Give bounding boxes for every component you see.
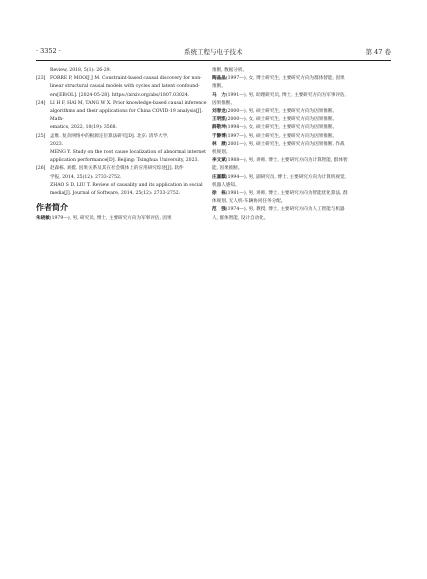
section-title-author-bios: 作者简介 xyxy=(36,203,68,213)
reference-item: Review, 2018, 5(1): 26-29. xyxy=(50,68,112,73)
reference-item: MENG Y. Study on the root cause localization of abnormal internet application performance[D]. Beijing: Tsinghua University, 2023. xyxy=(50,150,206,164)
author-name: 王明凯 xyxy=(212,117,226,123)
left-column xyxy=(36,67,214,223)
author-bio-text: (1979—), 男, 研究员, 博士, 主要研究方向为军事评估, 因果 xyxy=(49,216,172,222)
author-bio: 王明凯(2000—), 女, 硕士研究生, 主要研究方向为因果推断。 xyxy=(212,117,338,123)
author-bio: 马 力(1991—), 男, 助理研究员, 博士, 主要研究方向为军事评估, 因果推断。 xyxy=(212,92,347,106)
page-header xyxy=(36,45,391,57)
author-bio: 庄嘉麒(1994—), 男, 副研究员, 博士, 主要研究方向为计算机视觉, 机器人感知。 xyxy=(212,174,347,188)
author-bio: 李文斌(1988—), 男, 讲师, 博士, 主要研究方向为计算智能, 群体智 能, 因果推断。 xyxy=(212,158,348,172)
reference-item: ZHAO S D, LIU T. Review of causality and its application in social media[J]. Journal of Software, 2014, 25(12): 2733-2752. xyxy=(50,182,203,197)
author-name: 马 力 xyxy=(212,92,226,98)
author-name: 林 葳 xyxy=(212,141,226,147)
author-bio: 徐 栋(1981—), 男, 讲师, 博士, 主要研究方向为智能优化算法, 群 体规划, 无人机-车辆协同任务分配。 xyxy=(212,191,348,205)
author-bio: 陶晶晶(1997—), 女, 博士研究生, 主要研究方向为群体智能, 因果 推断。 xyxy=(212,76,345,90)
reference-list xyxy=(36,67,214,198)
author-bio: 范 强(1974—), 男, 教授, 博士, 主要研究方向为人工智能与机器 人, 群体智能, 设计自动化。 xyxy=(212,207,345,221)
reference-item: [24] LI H F, HAI M, TANG W X. Prior knowledge-based causal inference algorithms and their applications for China COVID-19 analysis[J]. Math- ematics, 2022, 10(19): 3568. xyxy=(36,100,207,131)
author-bio: 刘春龙(2000—), 男, 硕士研究生, 主要研究方向为因果推断。 xyxy=(212,109,338,115)
right-column xyxy=(212,67,392,223)
author-bio: 林 葳(2001—), 男, 硕士研究生, 主要研究方向为因果推断, 作战 机规划。 xyxy=(212,141,345,156)
author-name: 朱晓敏 xyxy=(36,216,50,222)
author-bio: 推断, 数据分析。 xyxy=(212,68,248,73)
reference-item: [23] FORRE P, MOOIJ J M. Constraint-based causal discovery for non- linear structural causal models with cycles and latent confound- ers[EB/OL]. [2024-05-28]. https://arxiv.org/abs/1807.03024. xyxy=(36,76,202,98)
header-rule xyxy=(36,60,391,61)
reference-item: [26] 赵森栋, 刘挺. 因果关系及其在社会媒体上的应用研究综述[J]. 软件 学报, 2014, 25(12): 2733-2752. xyxy=(36,166,184,180)
author-name: 范 强 xyxy=(212,207,226,213)
author-bio: 薛敬坤(1998—), 女, 硕士研究生, 主要研究方向为因果推断。 xyxy=(212,125,338,131)
volume-label: 第 47 卷 xyxy=(365,47,391,56)
author-name: 刘春龙 xyxy=(212,109,226,115)
journal-title: 系统工程与电子技术 xyxy=(183,47,243,56)
author-name: 庄嘉麒 xyxy=(212,174,226,180)
author-name: 于静博 xyxy=(212,133,226,139)
page-number: · 3352 · xyxy=(36,47,61,55)
author-name: 李文斌 xyxy=(212,158,226,164)
author-name: 陶晶晶 xyxy=(212,76,226,82)
author-bio xyxy=(36,215,214,223)
reference-item: [25] 孟维. 复杂网络中的根源定位算法研究[D]. 北京: 清华大学, 2023. xyxy=(36,133,169,147)
author-name: 徐 栋 xyxy=(212,191,226,197)
author-name: 薛敬坤 xyxy=(212,125,226,131)
author-bio: 于静博(1997—), 男, 硕士研究生, 主要研究方向为因果推断。 xyxy=(212,133,338,139)
